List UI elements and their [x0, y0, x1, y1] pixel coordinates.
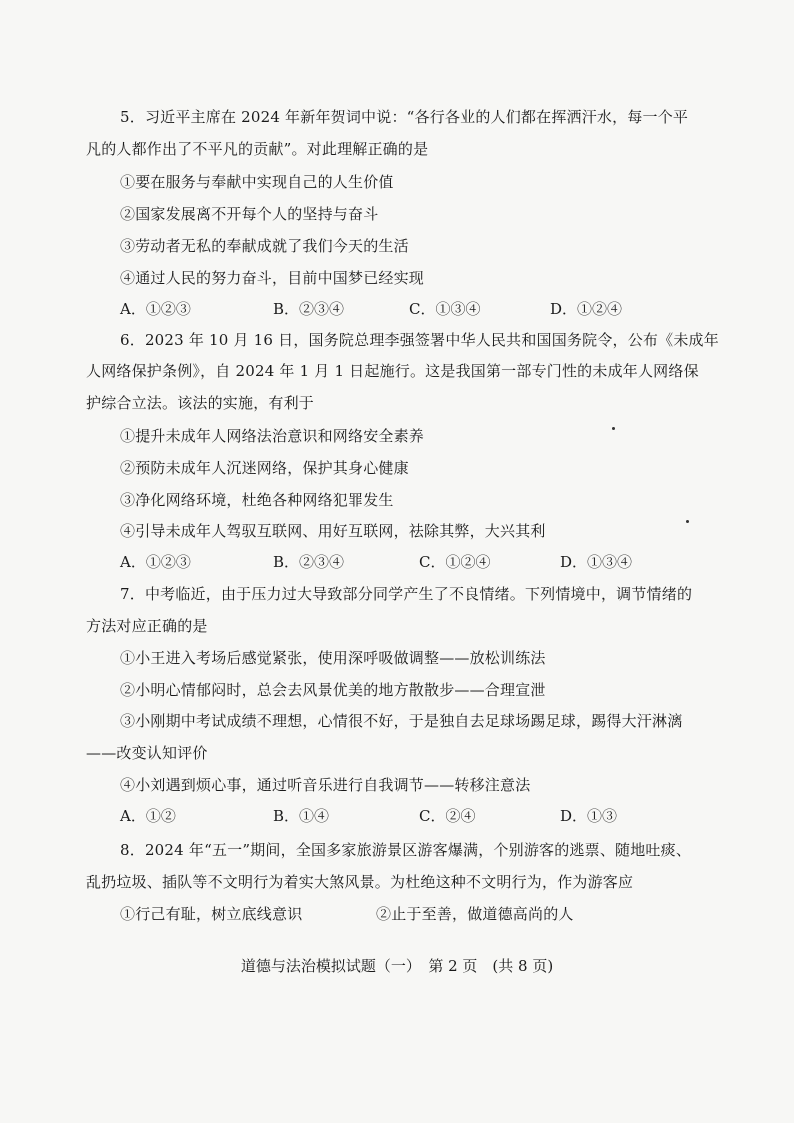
- q8-stem-line1: 8．2024 年“五一”期间，全国多家旅游景区游客爆满，个别游客的逃票、随地吐痰、: [120, 841, 692, 859]
- q6-stem-line3: 护综合立法。该法的实施，有利于: [86, 394, 315, 412]
- q5-item-1: ①要在服务与奉献中实现自己的人生价值: [120, 173, 394, 191]
- q8-item-2: ②止于至善，做道德高尚的人: [376, 905, 574, 923]
- q7-stem-line1: 7．中考临近，由于压力过大导致部分同学产生了不良情绪。下列情境中，调节情绪的: [120, 585, 693, 603]
- q5-item-2: ②国家发展离不开每个人的坚持与奋斗: [120, 205, 379, 223]
- q5-item-4: ④通过人民的努力奋斗，目前中国梦已经实现: [120, 269, 425, 287]
- q8-stem-line2: 乱扔垃圾、插队等不文明行为着实大煞风景。为杜绝这种不文明行为，作为游客应: [86, 873, 634, 891]
- q8-item-1: ①行己有耻，树立底线意识: [120, 905, 303, 923]
- q6-option-a[interactable]: A．①②③: [120, 553, 191, 571]
- q7-item-3-cont: ——改变认知评价: [86, 744, 208, 762]
- q5-stem-line2: 凡的人都作出了不平凡的贡献”。对此理解正确的是: [86, 140, 429, 158]
- q6-option-c[interactable]: C．①②④: [419, 553, 491, 571]
- q5-stem-line1: 5．习近平主席在 2024 年新年贺词中说：“各行各业的人们都在挥洒汗水，每一个平: [120, 108, 689, 126]
- q6-option-d[interactable]: D．①③④: [560, 553, 633, 571]
- q7-item-4: ④小刘遇到烦心事，通过听音乐进行自我调节——转移注意法: [120, 776, 531, 794]
- q6-stem-line1: 6．2023 年 10 月 16 日，国务院总理李强签署中华人民共和国国务院令，公布《未成年: [120, 331, 719, 349]
- q7-stem-line2: 方法对应正确的是: [86, 617, 208, 635]
- q7-option-d[interactable]: D．①③: [560, 807, 618, 825]
- q7-option-a[interactable]: A．①②: [120, 807, 176, 825]
- q6-options: [120, 552, 680, 572]
- q7-options: [120, 806, 680, 826]
- q7-item-1: ①小王进入考场后感觉紧张，使用深呼吸做调整——放松训练法: [120, 649, 546, 667]
- q7-item-2: ②小明心情郁闷时，总会去风景优美的地方散散步——合理宣泄: [120, 681, 546, 699]
- q6-item-1: ①提升未成年人网络法治意识和网络安全素养: [120, 427, 425, 445]
- q6-stem-line2: 人网络保护条例》，自 2024 年 1 月 1 日起施行。这是我国第一部专门性的未成年人网络保: [86, 362, 699, 380]
- q7-option-b[interactable]: B．①④: [273, 807, 330, 825]
- q5-option-d[interactable]: D．①②④: [550, 300, 623, 318]
- page-footer: 道德与法治模拟试题（一） 第 2 页 (共 8 页): [240, 957, 554, 975]
- q7-item-3: ③小刚期中考试成绩不理想，心情很不好，于是独自去足球场踢足球，踢得大汗淋漓: [120, 712, 683, 730]
- q5-option-c[interactable]: C．①③④: [409, 300, 481, 318]
- q6-item-4: ④引导未成年人驾驭互联网、用好互联网，祛除其弊，大兴其利: [120, 522, 546, 540]
- q5-option-b[interactable]: B．②③④: [273, 300, 345, 318]
- q7-option-c[interactable]: C．②④: [419, 807, 476, 825]
- q6-item-2: ②预防未成年人沉迷网络，保护其身心健康: [120, 459, 409, 477]
- q6-option-b[interactable]: B．②③④: [273, 553, 345, 571]
- scan-speck: [686, 520, 689, 523]
- q5-options: [120, 299, 680, 319]
- q5-item-3: ③劳动者无私的奉献成就了我们今天的生活: [120, 237, 409, 255]
- q6-item-3: ③净化网络环境，杜绝各种网络犯罪发生: [120, 491, 394, 509]
- q5-option-a[interactable]: A．①②③: [120, 300, 191, 318]
- scan-speck: [612, 427, 615, 430]
